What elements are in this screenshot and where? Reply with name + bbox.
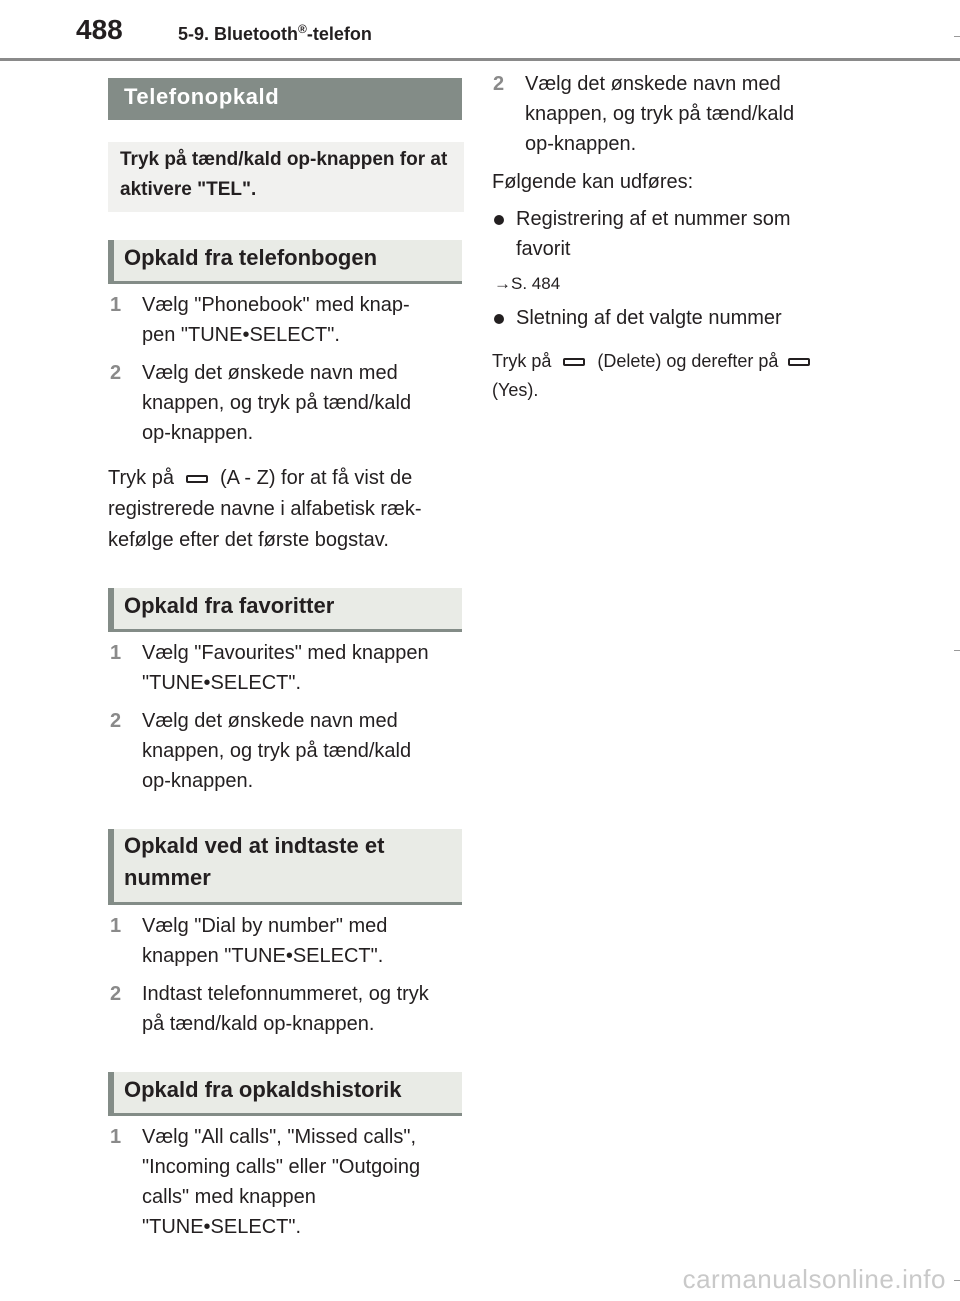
dial-step-2	[110, 979, 462, 1039]
chapter-title-prefix: 5-9. Bluetooth	[178, 24, 298, 44]
intro-note-text: Tryk på tænd/kald op-knappen for at aktivere "TEL".	[120, 149, 448, 200]
delete-instructions	[492, 347, 852, 405]
note-rest: registrerede navne i alfabetisk ræk- kefølge efter det første bogstav.	[108, 498, 422, 551]
delete-mid: (Delete) og derefter på	[597, 351, 779, 371]
page-reference	[494, 274, 560, 294]
chapter-title	[178, 22, 372, 45]
bullet-text: Sletning af det valgte nummer	[516, 307, 782, 329]
history-step-2	[493, 69, 853, 159]
step-text: Vælg det ønskede navn med knappen, og tryk på tænd/kald op-knappen.	[525, 73, 795, 155]
phonebook-step-1	[110, 290, 462, 350]
history-step-1	[110, 1122, 462, 1242]
crop-mark	[954, 1280, 960, 1281]
dial-step-1	[110, 911, 462, 971]
phonebook-step-2	[110, 358, 462, 448]
bullet-delete-number	[492, 303, 852, 333]
step-text: Vælg det ønskede navn med knappen, og tryk på tænd/kald op-knappen.	[142, 362, 412, 444]
az-button-icon	[186, 475, 208, 483]
page-header	[0, 0, 960, 58]
delete-before: Tryk på	[492, 351, 552, 371]
heading-favourites: Opkald fra favoritter	[108, 588, 462, 632]
bullet-dot-icon	[494, 215, 504, 225]
bullet-text: Registrering af et nummer som favorit	[516, 208, 791, 260]
favourites-step-1	[110, 638, 462, 698]
reference-text: S. 484	[511, 274, 561, 293]
registered-mark: ®	[298, 22, 307, 36]
step-number: 2	[110, 983, 122, 1005]
following-text: Følgende kan udføres:	[492, 171, 694, 193]
step-text: Vælg "Favourites" med knappen "TUNE•SELECT".	[142, 642, 429, 694]
arrow-icon: →	[494, 274, 511, 293]
bullet-dot-icon	[494, 314, 504, 324]
step-text: Vælg "Dial by number" med knappen "TUNE•SELECT".	[142, 915, 388, 967]
bullet-register-favourite	[492, 204, 852, 264]
step-number: 1	[110, 642, 122, 664]
intro-note	[108, 142, 464, 212]
step-number: 1	[110, 915, 122, 937]
note-before: Tryk på	[108, 467, 174, 489]
delete-button-icon	[563, 358, 585, 366]
step-number: 1	[110, 294, 122, 316]
step-text: Vælg det ønskede navn med knappen, og tryk på tænd/kald op-knappen.	[142, 710, 412, 792]
page-number: 488	[76, 14, 123, 45]
heading-call-history: Opkald fra opkaldshistorik	[108, 1072, 462, 1116]
header-rule	[0, 58, 960, 61]
step-text: Vælg "All calls", "Missed calls", "Incoming calls" eller "Outgoing calls" med knappen "TUNE•SELECT".	[142, 1126, 421, 1238]
heading-phonebook: Opkald fra telefonbogen	[108, 240, 462, 284]
step-number: 2	[110, 710, 122, 732]
phonebook-az-note	[108, 463, 468, 556]
heading-dial-number: Opkald ved at indtaste et nummer	[108, 829, 462, 905]
step-text: Indtast telefonnummeret, og tryk på tænd/kald op-knappen.	[142, 983, 429, 1035]
crop-mark	[954, 650, 960, 651]
yes-button-icon	[788, 358, 810, 366]
step-text: Vælg "Phonebook" med knap- pen "TUNE•SELECT".	[142, 294, 410, 346]
chapter-title-suffix: -telefon	[306, 24, 372, 44]
section-title: Telefonopkald	[108, 78, 462, 120]
delete-end: (Yes).	[492, 380, 539, 400]
crop-mark	[954, 36, 960, 37]
step-number: 2	[493, 73, 505, 95]
note-after: (A - Z) for at få vist de	[219, 467, 413, 489]
step-number: 1	[110, 1126, 122, 1148]
step-number: 2	[110, 362, 122, 384]
favourites-step-2	[110, 706, 462, 796]
watermark: carmanualsonline.info	[682, 1264, 946, 1294]
